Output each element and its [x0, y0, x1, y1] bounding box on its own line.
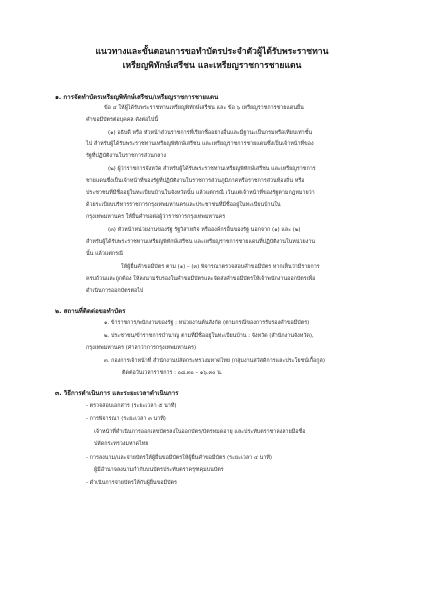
section-1-line: ไป สำหรับผู้ได้รับพระราชทานเหรียญพิทักษ์เสรีชน และเหรียญราชการชายแดนซึ่งเป็นเจ้าหน้าที่ของ	[86, 141, 314, 147]
section-1-line: ชายแดนซึ่งเป็นเจ้าหน้าที่ของรัฐที่ปฏิบัติงานในราชการส่วนภูมิภาคหรือราชการส่วนท้องถิ่น หรือ	[86, 178, 305, 184]
section-3-line: - ดำเนินการจ่ายบัตรให้กับผู้ยื่นขอมีบัตร	[86, 480, 177, 486]
section-1-line: ข้อ ๔ ให้ผู้ได้รับพระราชทานเหรียญพิทักษ์เสรีชน และ ข้อ ๖ เหรียญราชการชายแดนยื่น	[104, 105, 304, 111]
section-2-line: ติดต่อวันเวลาราชการ : ๐๘.๓๐ – ๑๖.๓๐ น.	[122, 370, 223, 376]
section-3-line: ผู้มีอำนาจลงนามกำกับบนบัตรประทับตราครุฑคุมบนบัตร	[94, 467, 224, 473]
section-1-line: (๑) อธิบดี หรือ หัวหน้าส่วนราชการที่เรียกชื่ออย่างอื่นและมีฐานะเป็นกรมหรือเทียบเท่าชั้น	[108, 130, 313, 136]
section-3-line: - การลงนาม/และจ่ายบัตรให้ผู้ยื่นขอมีบัตรให้ผู้ยื่นคำขอมีบัตร (ระยะเวลา ๔ นาที)	[86, 455, 273, 461]
section-1-line: ดำเนินการออกบัตรต่อไป	[86, 288, 144, 294]
section-1-line: คำขอมีบัตรต่อบุคคล ดังต่อไปนี้	[86, 117, 159, 123]
section-3-line: - การพิจารณา (ระยะเวลา ๓ นาที)	[86, 416, 166, 422]
section-1-line: (๓) หัวหน้าหน่วยงานของรัฐ รัฐวิสาหกิจ หรือองค์กรอื่นของรัฐ นอกจาก (๑) และ (๒)	[108, 227, 301, 233]
document-title-line-2: เหรียญพิทักษ์เสรีชน และเหรียญราชการชายแดน	[122, 61, 302, 71]
section-1-line: ประชาชนที่มีชื่ออยู่ในทะเบียนบ้านในจังหวัดนั้น แล้วแต่กรณี เว้นแต่เจ้าหน้าที่ของรัฐตามกฎหมายว่า	[86, 190, 315, 196]
section-3-line: ปลัดกระทรวงมหาดไทย	[94, 441, 149, 447]
section-3-line: เจ้าหน้าที่ดำเนินการออกเลขบัตรลงในออกบัตร/บัตรหมดอายุ และประทับตราชาลงลายมือชื่อ	[94, 429, 306, 435]
section-1-line: กรุงเทพมหานคร ให้ยื่นคำขอต่อผู้ว่าราชการกรุงเทพมหานคร	[86, 214, 226, 220]
section-3-line: - ตรวจสอบเอกสาร (ระยะเวลา ๕ นาที)	[86, 403, 177, 409]
section-1-line: ด้วยระเบียบบริหารราชการกรุงเทพมหานครและประชาชนที่มีชื่ออยู่ในทะเบียนบ้านใน	[86, 202, 281, 208]
section-1-line: นั้น แล้วแต่กรณี	[86, 251, 124, 257]
section-1-heading: ๑. การจัดทำบัตรเหรียญพิทักษ์เสรีชน/เหรียญราชการชายแดน	[55, 94, 219, 101]
section-2-line: ๑. ข้าราชการ/พนักงานของรัฐ : หน่วยงานต้นสังกัด (ตามกรณีของการรับรองคำขอมีบัตร)	[104, 320, 310, 326]
section-1-line: ครบถ้วนและถูกต้อง ให้ลงนามรับรองในคำขอมีบัตรและจัดส่งคำขอมีบัตรให้เจ้าพนักงานออกบัตรเพื่อ	[86, 276, 316, 282]
section-1-line: (๒) ผู้ว่าราชการจังหวัด สำหรับผู้ได้รับพระราชทานเหรียญพิทักษ์เสรีชน และเหรียญราชการ	[108, 166, 316, 172]
section-1-line: สำหรับผู้ได้รับพระราชทานเหรียญพิทักษ์เสรีชน และเหรียญราชการชายแดนที่ปฏิบัติงานในหน่วยงาน	[86, 239, 316, 245]
section-1-line: ให้ผู้ยื่นคำขอมีบัตร ตาม (๑) – (๓) พิจารณาตรวจสอบคำขอมีบัตร หากเห็นว่ามีรายการ	[121, 264, 320, 270]
section-2-line: กรุงเทพมหานคร (ศาลาว่าการกรุงเทพมหานคร)	[86, 345, 197, 351]
section-2-heading: ๒. สถานที่ติดต่อขอทำบัตร	[55, 308, 126, 315]
section-2-line: ๓. กองการเจ้าหน้าที่ สำนักงานปลัดกระทรวงมหาดไทย (กลุ่มงานสวัสดิการและประโยชน์เกื้อกูล)	[104, 358, 325, 364]
section-3-heading: ๓. วิธีการดำเนินการ และระยะเวลาดำเนินการ	[55, 390, 179, 397]
section-1-line: รัฐที่ปฏิบัติงานในราชการส่วนกลาง	[86, 153, 167, 159]
document-title-line-1: แนวทางและขั้นตอนการขอทำบัตรประจำตัวผู้ได้รับพระราชทาน	[95, 47, 329, 57]
section-2-line: ๒. ประชาชน/ข้าราชการบำนาญ ตามที่มีชื่ออยู่ในทะเบียนบ้าน : จังหวัด (สำนักงานจังหวัด),	[104, 333, 314, 339]
